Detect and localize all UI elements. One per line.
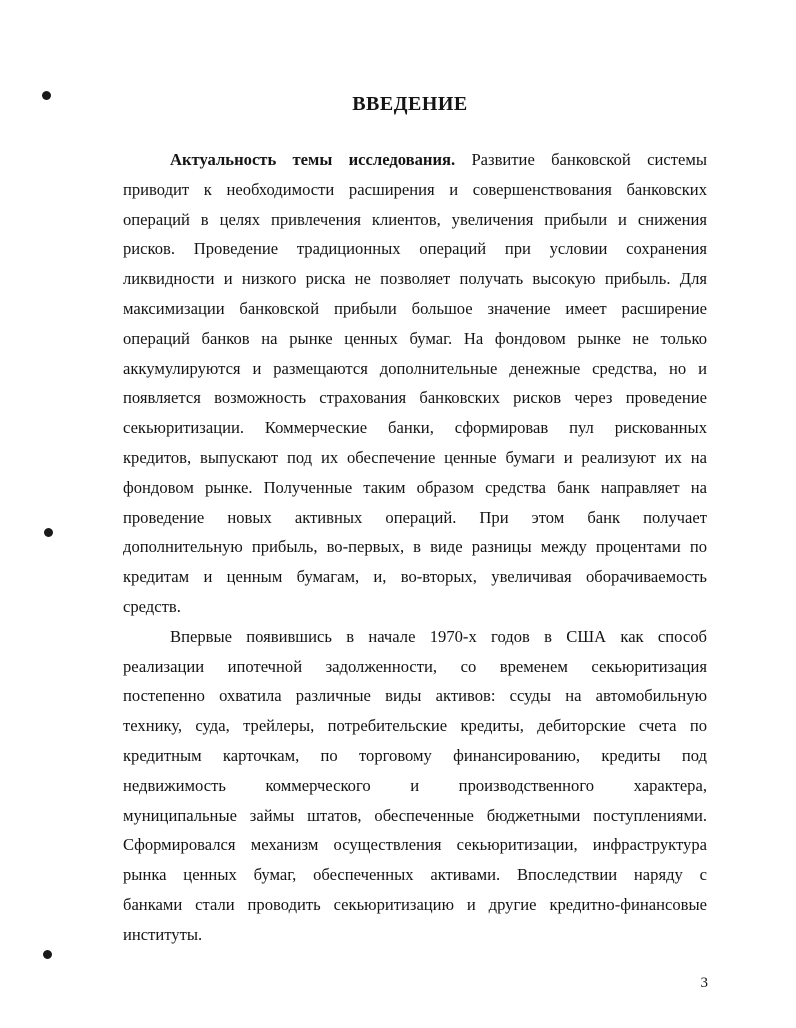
binding-hole-mark — [44, 528, 53, 537]
paragraph-line — [170, 145, 707, 175]
paragraph-text: Развитие банковской системы — [455, 150, 707, 169]
paragraph-line: секьюритизации. Коммерческие банки, сформировав пул рискованных — [123, 418, 707, 438]
paragraph-line: рынка ценных бумаг, обеспеченных активами. Впоследствии наряду с — [123, 865, 707, 885]
paragraph-line: средств. — [123, 597, 181, 616]
paragraph-line: Сформировался механизм осуществления секьюритизации, инфраструктура — [123, 835, 707, 855]
paragraph-line: приводит к необходимости расширения и совершенствования банковских — [123, 179, 707, 199]
page-title: ВВЕДЕНИЕ — [352, 93, 468, 115]
paragraph-line: реализации ипотечной задолженности, со временем секьюритизация — [123, 656, 707, 676]
paragraph-line: муниципальные займы штатов, обеспеченные бюджетными поступлениями. — [123, 805, 707, 825]
paragraph-line: проведение новых активных операций. При этом банк получает — [123, 507, 707, 527]
paragraph-line: Впервые появившись в начале 1970-х годов в США как способ — [170, 626, 707, 646]
paragraph-line: ликвидности и низкого риска не позволяет получать высокую прибыль. Для — [123, 269, 707, 289]
paragraph-line: кредитов, выпускают под их обеспечение ценные бумаги и реализуют их на — [123, 448, 707, 467]
binding-hole-mark — [43, 950, 52, 959]
page-number: 3 — [700, 975, 708, 991]
paragraph-line: институты. — [123, 924, 203, 944]
paragraph-line: технику, суда, трейлеры, потребительские кредиты, дебиторские счета по — [123, 716, 707, 736]
paragraph-line: кредитным карточкам, по торговому финансированию, кредиты под — [123, 746, 707, 765]
paragraph-line: дополнительную прибыль, во-первых, в виде разницы между процентами по — [123, 537, 707, 557]
paragraph-line: максимизации банковской прибыли большое значение имеет расширение — [123, 299, 707, 318]
paragraph-line: рисков. Проведение традиционных операций при условии сохранения — [123, 239, 707, 259]
paragraph-line: недвижимость коммерческого и производственного характера, — [123, 775, 707, 795]
paragraph-line: постепенно охватила различные виды активов: ссуды на автомобильную — [123, 686, 707, 706]
paragraph-line: операций банков на рынке ценных бумаг. На фондовом рынке не только — [123, 328, 707, 348]
section-lead: Актуальность темы исследования. — [170, 150, 456, 169]
paragraph-line: аккумулируются и размещаются дополнительные денежные средства, но и — [123, 358, 707, 378]
paragraph-line: банками стали проводить секьюритизацию и другие кредитно-финансовые — [123, 895, 707, 914]
paragraph-line: фондовом рынке. Полученные таким образом средства банк направляет на — [123, 477, 707, 497]
paragraph-line: операций в целях привлечения клиентов, увеличения прибыли и снижения — [123, 209, 707, 229]
paragraph-line: кредитам и ценным бумагам, и, во-вторых, увеличивая оборачиваемость — [123, 567, 707, 587]
paragraph-line: появляется возможность страхования банковских рисков через проведение — [123, 388, 707, 408]
